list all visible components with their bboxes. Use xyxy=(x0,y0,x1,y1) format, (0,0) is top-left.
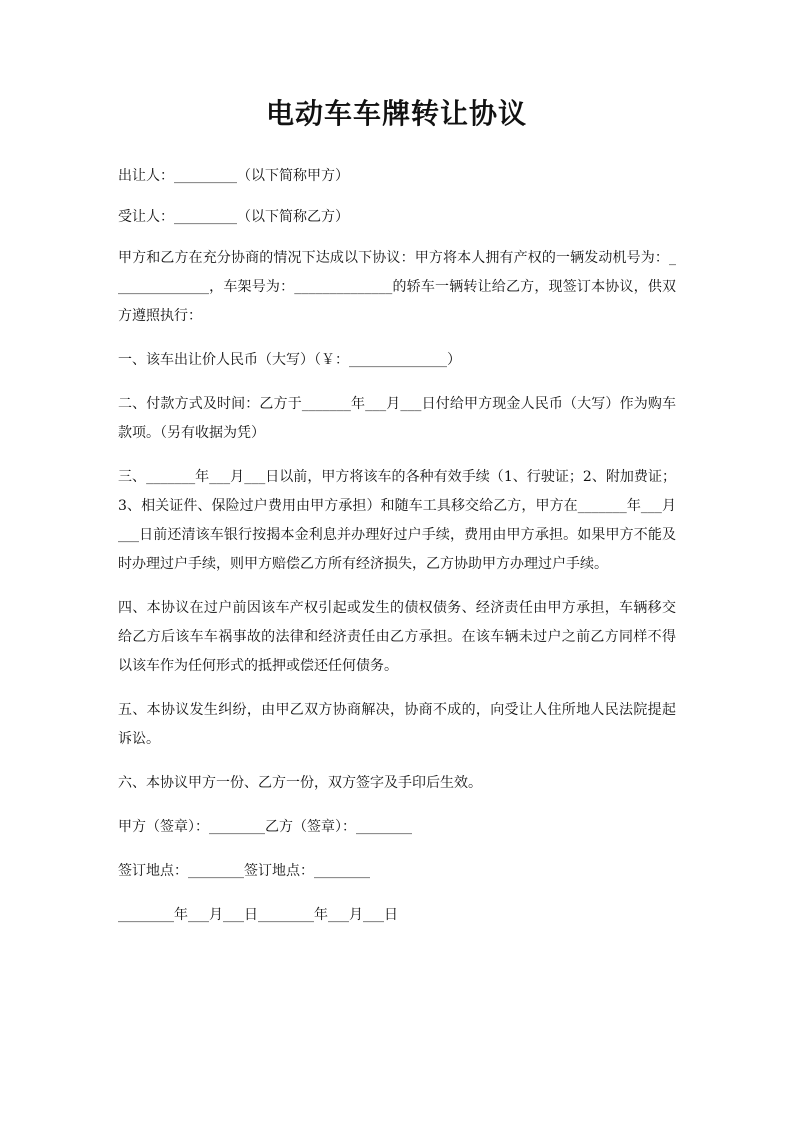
signing-date-line: ________年___月___日________年___月___日 xyxy=(118,907,398,923)
clause-5-disputes: 五、本协议发生纠纷，由甲乙双方协商解决，协商不成的，向受让人住所地人民法院提起诉讼。 xyxy=(118,702,676,747)
signing-location-line: 签订地点：________签订地点：________ xyxy=(118,863,370,879)
transferee-line: 受让人：_________（以下简称乙方） xyxy=(118,209,349,225)
transferor-line: 出让人：_________（以下简称甲方） xyxy=(118,168,349,184)
document-body xyxy=(118,162,676,945)
clause-2-payment: 二、付款方式及时间：乙方于_______年___月___日付给甲方现金人民币（大写）作为购车款项。（另有收据为凭） xyxy=(118,396,676,441)
signature-line: 甲方（签章）：________乙方（签章）：________ xyxy=(118,819,412,835)
clause-6-effectiveness: 六、本协议甲方一份、乙方一份，双方签字及手印后生效。 xyxy=(118,775,482,791)
clause-1-price: 一、该车出让价人民币（大写）（￥：______________） xyxy=(118,352,461,368)
agreement-intro: 甲方和乙方在充分协商的情况下达成以下协议：甲方将本人拥有产权的一辆发动机号为：______________，车架号为：______________的轿车一辆转让给乙方，现签订本协议，供双方遵照执行： xyxy=(118,250,676,324)
clause-3-documents: 三、_______年___月___日以前，甲方将该车的各种有效手续（1、行驶证；2、附加费证；3、相关证件、保险过户费用由甲方承担）和随车工具移交给乙方，甲方在_______年___月___日前还清该车银行按揭本金利息并办理好过户手续，费用由甲方承担。如果甲方不能及时办理过户手续，则甲方赔偿乙方所有经济损失，乙方协助甲方办理过户手续。 xyxy=(118,469,676,572)
document-title: 电动车车牌转让协议 xyxy=(265,97,527,130)
clause-4-liability: 四、本协议在过户前因该车产权引起或发生的债权债务、经济责任由甲方承担，车辆移交给乙方后该车车祸事故的法律和经济责任由乙方承担。在该车辆未过户之前乙方同样不得以该车作为任何形式的抵押或偿还任何债务。 xyxy=(118,600,676,674)
